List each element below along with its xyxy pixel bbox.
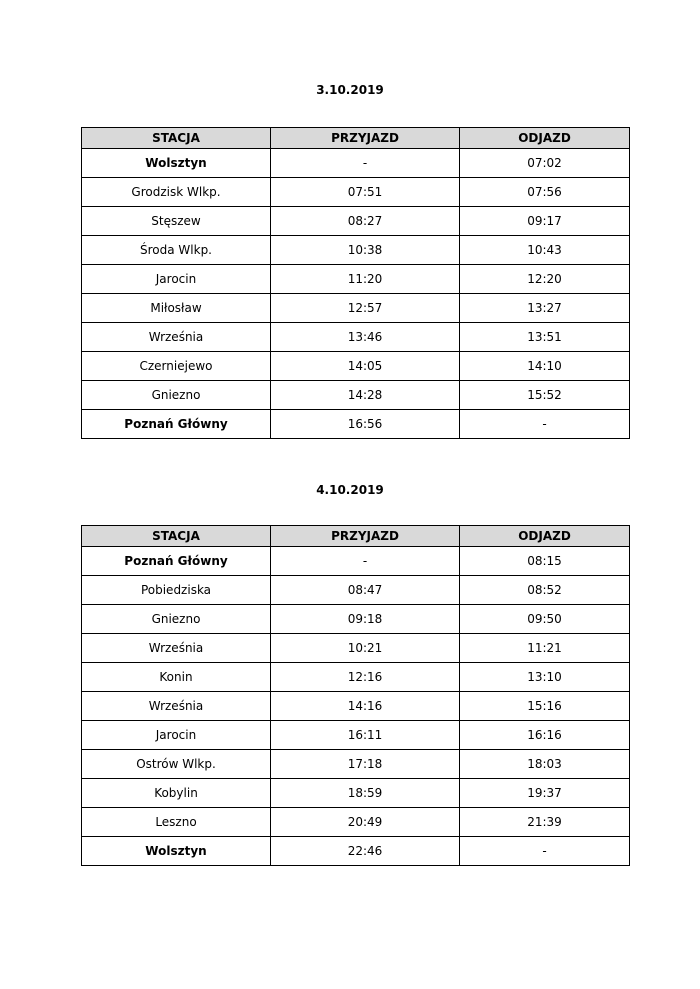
arrival-cell: 12:16 [271,663,460,692]
departure-cell: 09:17 [460,207,630,236]
arrival-cell: 14:16 [271,692,460,721]
departure-cell: - [460,837,630,866]
departure-cell: 07:02 [460,149,630,178]
departure-cell: 13:10 [460,663,630,692]
table-row [82,236,630,265]
header-station: STACJA [82,128,271,149]
station-cell: Czerniejewo [82,352,271,381]
departure-cell: 09:50 [460,605,630,634]
date-heading-day-1: 3.10.2019 [316,83,384,97]
departure-cell: 10:43 [460,236,630,265]
station-cell: Wolsztyn [82,149,271,178]
departure-cell: 16:16 [460,721,630,750]
table-row [82,779,630,808]
departure-cell: 19:37 [460,779,630,808]
table-row [82,576,630,605]
table-row [82,663,630,692]
station-cell: Leszno [82,808,271,837]
station-cell: Gniezno [82,381,271,410]
arrival-cell: 22:46 [271,837,460,866]
table-row [82,634,630,663]
station-cell: Miłosław [82,294,271,323]
station-cell: Konin [82,663,271,692]
departure-cell: 07:56 [460,178,630,207]
table-row [82,323,630,352]
departure-cell: 15:16 [460,692,630,721]
station-cell: Ostrów Wlkp. [82,750,271,779]
table-row [82,605,630,634]
arrival-cell: 09:18 [271,605,460,634]
timetable-day-2 [81,525,630,866]
station-cell: Kobylin [82,779,271,808]
arrival-cell: 16:11 [271,721,460,750]
table-row [82,381,630,410]
arrival-cell: 10:38 [271,236,460,265]
station-cell: Września [82,323,271,352]
departure-cell: 11:21 [460,634,630,663]
table-header-row [82,128,630,149]
table-row [82,837,630,866]
station-cell: Wolsztyn [82,837,271,866]
departure-cell: 12:20 [460,265,630,294]
station-cell: Poznań Główny [82,547,271,576]
arrival-cell: 16:56 [271,410,460,439]
departure-cell: 08:15 [460,547,630,576]
arrival-cell: 17:18 [271,750,460,779]
station-cell: Poznań Główny [82,410,271,439]
table-header-row [82,526,630,547]
header-departure: ODJAZD [460,128,630,149]
table-row [82,721,630,750]
station-cell: Jarocin [82,721,271,750]
header-arrival: PRZYJAZD [271,128,460,149]
arrival-cell: - [271,547,460,576]
departure-cell: 21:39 [460,808,630,837]
departure-cell: 13:27 [460,294,630,323]
departure-cell: 13:51 [460,323,630,352]
departure-cell: 18:03 [460,750,630,779]
arrival-cell: 14:05 [271,352,460,381]
table-row [82,352,630,381]
table-row [82,750,630,779]
station-cell: Grodzisk Wlkp. [82,178,271,207]
table-row [82,410,630,439]
departure-cell: 15:52 [460,381,630,410]
table-row [82,149,630,178]
table-row [82,207,630,236]
station-cell: Środa Wlkp. [82,236,271,265]
departure-cell: 14:10 [460,352,630,381]
date-heading-day-2: 4.10.2019 [316,483,384,497]
table-row [82,692,630,721]
arrival-cell: 08:47 [271,576,460,605]
arrival-cell: 08:27 [271,207,460,236]
station-cell: Pobiedziska [82,576,271,605]
station-cell: Stęszew [82,207,271,236]
departure-cell: 08:52 [460,576,630,605]
arrival-cell: 07:51 [271,178,460,207]
station-cell: Września [82,634,271,663]
arrival-cell: 12:57 [271,294,460,323]
station-cell: Gniezno [82,605,271,634]
table-row [82,178,630,207]
header-station: STACJA [82,526,271,547]
station-cell: Jarocin [82,265,271,294]
arrival-cell: 20:49 [271,808,460,837]
table-row [82,808,630,837]
station-cell: Września [82,692,271,721]
arrival-cell: 10:21 [271,634,460,663]
arrival-cell: 14:28 [271,381,460,410]
arrival-cell: - [271,149,460,178]
timetable-day-1 [81,127,630,439]
table-row [82,547,630,576]
departure-cell: - [460,410,630,439]
arrival-cell: 11:20 [271,265,460,294]
table-row [82,265,630,294]
table-row [82,294,630,323]
header-departure: ODJAZD [460,526,630,547]
arrival-cell: 18:59 [271,779,460,808]
header-arrival: PRZYJAZD [271,526,460,547]
arrival-cell: 13:46 [271,323,460,352]
